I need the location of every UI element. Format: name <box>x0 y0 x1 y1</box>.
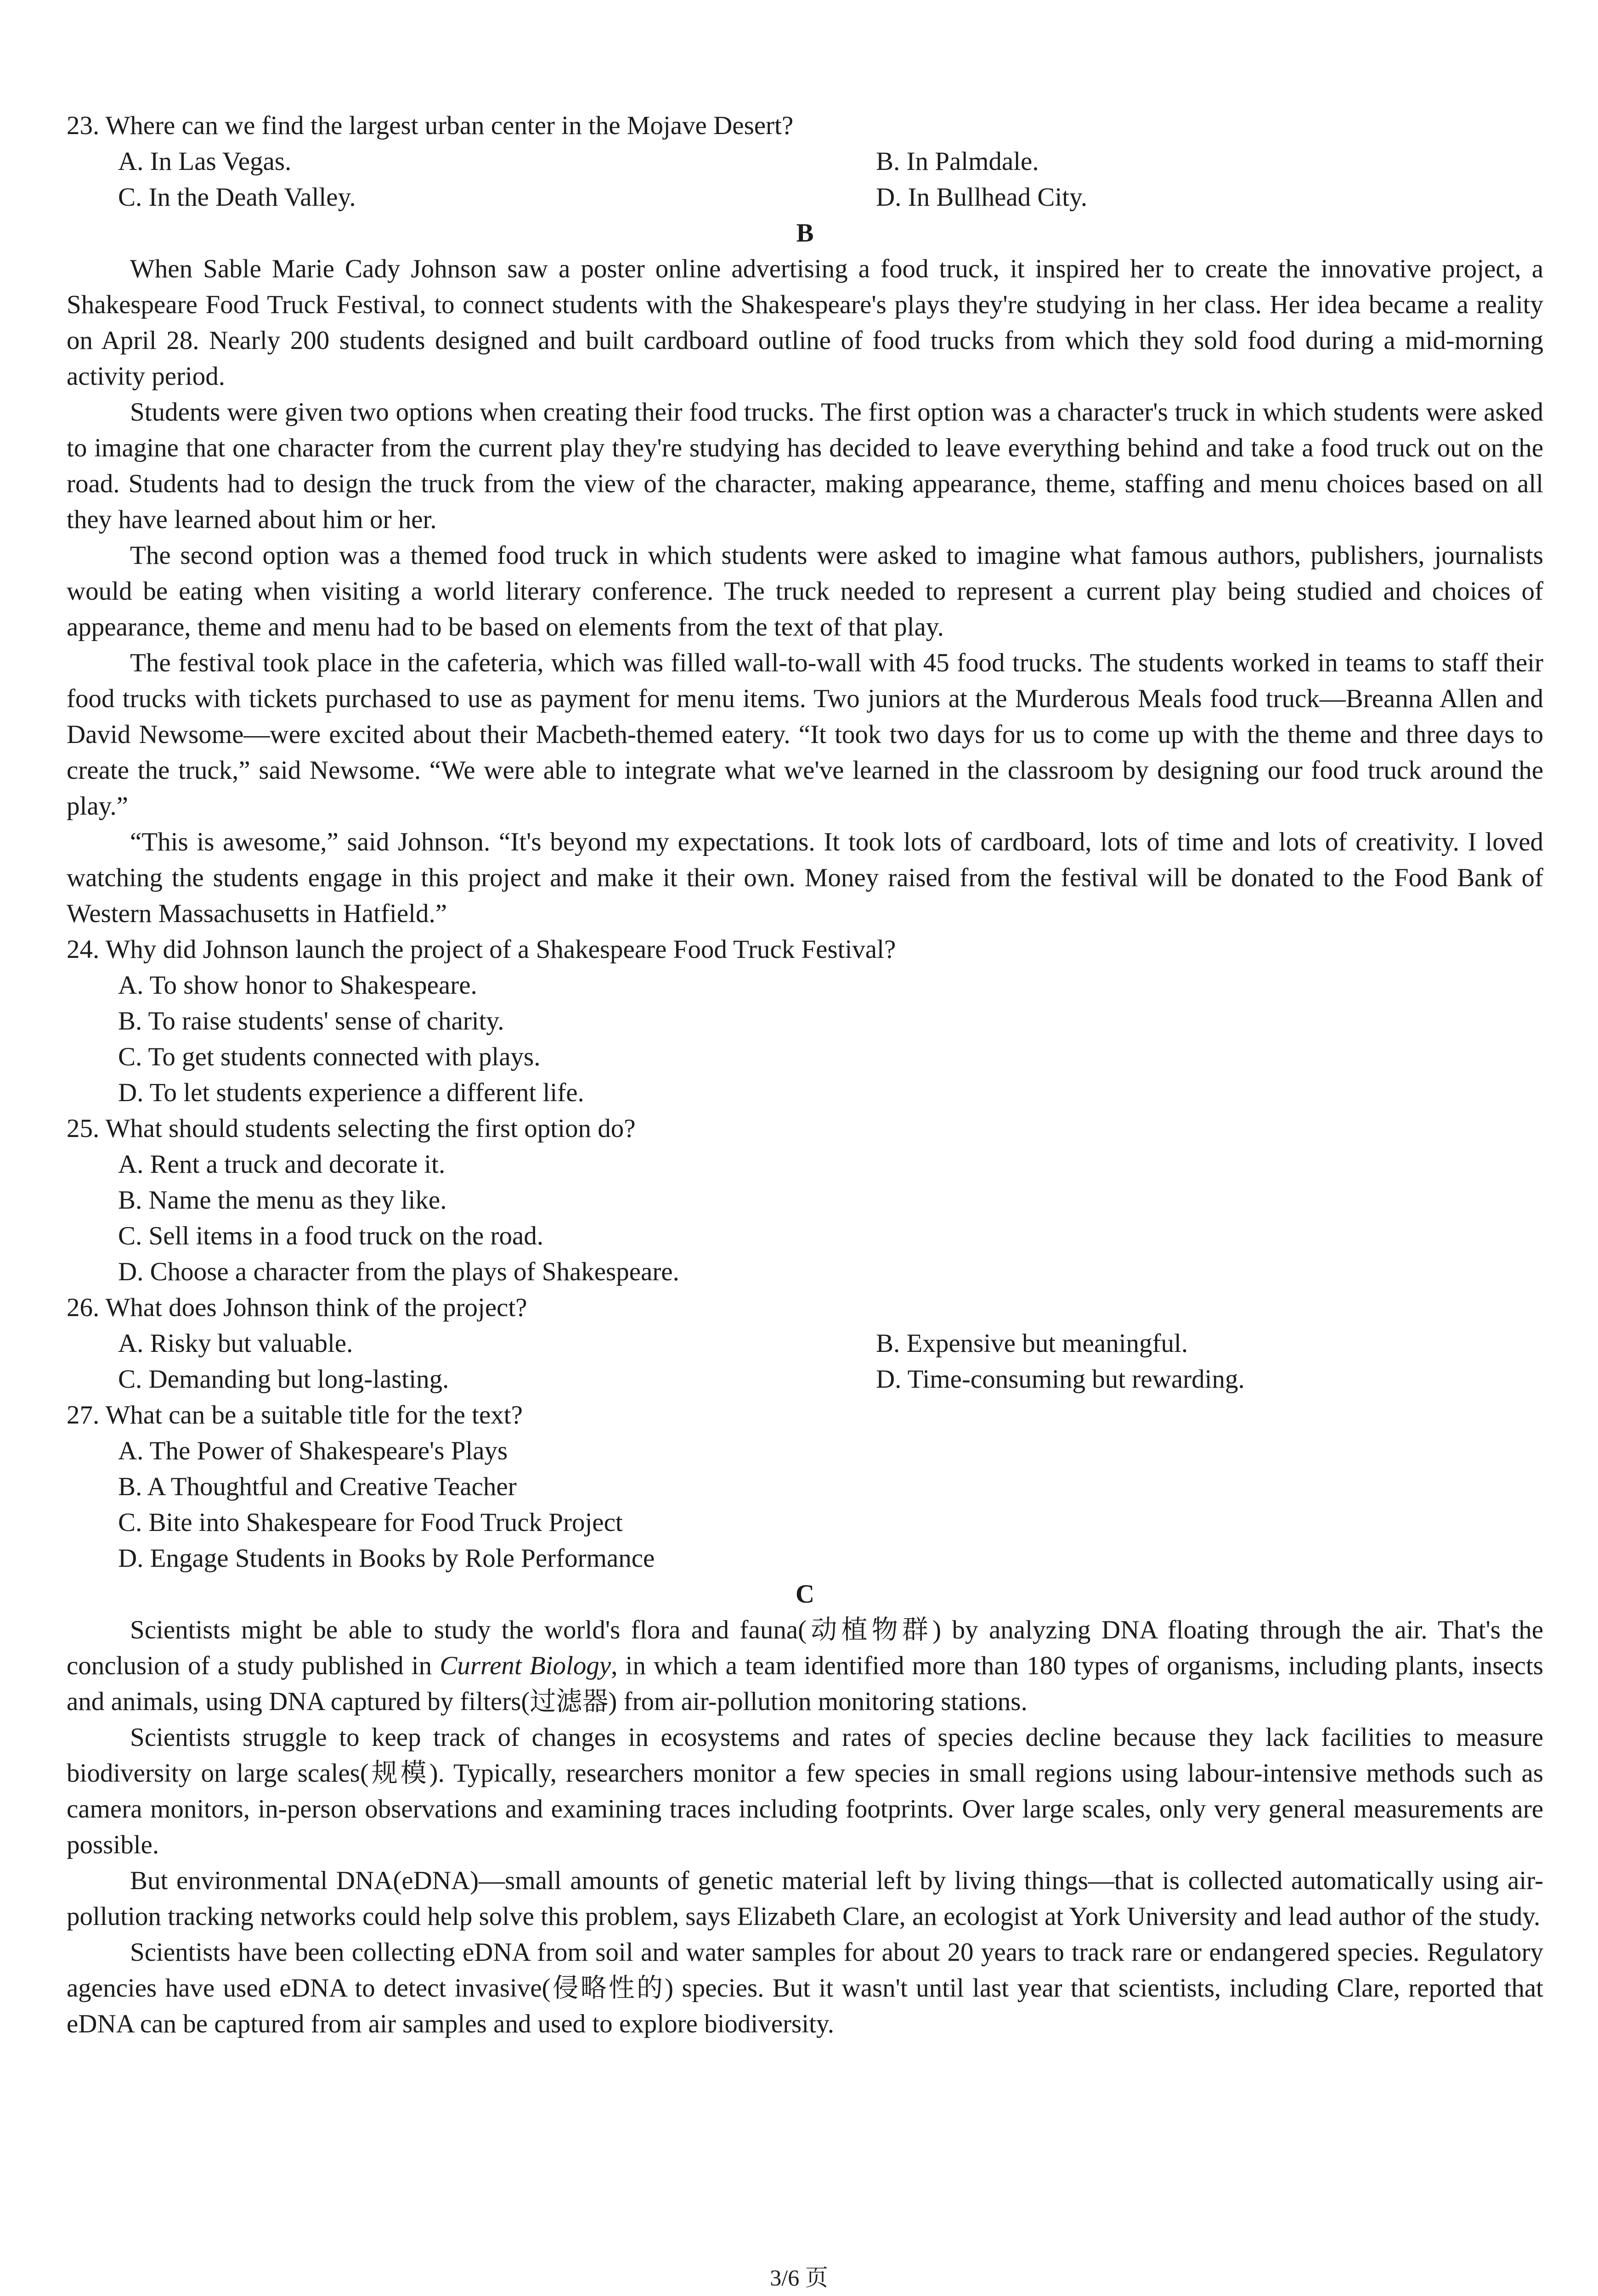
passage-b-paragraph-2: Students were given two options when creating their food trucks. The first option was a character's truck in which students were asked to imagine that one character from the current play they're studying has decided to leave everything behind and take a food truck out on the road. Students had to design the truck from the view of the character, making appearance, theme, staffing and menu choices based on all they have learned about him or her. <box>67 398 1543 534</box>
question-23-option-a[interactable]: A. In Las Vegas. <box>118 147 292 176</box>
passage-b-paragraph-3: The second option was a themed food truck in which students were asked to imagine what famous authors, publishers, journalists would be eating when visiting a world literary conference. The truck needed to represent a current play being studied and choices of appearance, theme and menu had to be based on elements from the text of that play. <box>67 541 1543 642</box>
passage-c-paragraph-1-part-2: , in which a team identified more than 180 types of organisms, including plants, insects and animals, using DNA captured by filters(过滤器) from air-pollution monitoring stations. <box>67 1651 1543 1716</box>
question-24-stem: 24. Why did Johnson launch the project of a Shakespeare Food Truck Festival? <box>67 935 896 964</box>
question-27-stem: 27. What can be a suitable title for the text? <box>67 1401 523 1429</box>
question-26-option-c[interactable]: C. Demanding but long-lasting. <box>118 1365 449 1394</box>
question-25-option-a[interactable]: A. Rent a truck and decorate it. <box>118 1150 446 1179</box>
passage-b-paragraph-5: “This is awesome,” said Johnson. “It's beyond my expectations. It took lots of cardboard, lots of time and lots of creativity. I loved watching the students engage in this project and make it their own. Money raised from the festival will be donated to the Food Bank of Western Massachusetts in Hatfield.” <box>67 827 1543 928</box>
passage-c-paragraph-2: Scientists struggle to keep track of changes in ecosystems and rates of species decline because they lack facilities to measure biodiversity on large scales(规模). Typically, researchers monitor a few species in small regions using labour-intensive methods such as camera monitors, in-person observations and examining traces including footprints. Over large scales, only very general measurements are possible. <box>67 1723 1543 1859</box>
question-26-options-row-1 <box>67 1326 1543 1362</box>
question-27-option-b[interactable]: B. A Thoughtful and Creative Teacher <box>118 1472 517 1501</box>
question-23-stem: 23. Where can we find the largest urban center in the Mojave Desert? <box>67 111 794 140</box>
question-24-option-a[interactable]: A. To show honor to Shakespeare. <box>118 971 477 1000</box>
question-23-options-row-2 <box>67 180 1543 215</box>
question-23-options-row-1 <box>67 144 1543 180</box>
passage-b-paragraph-1: When Sable Marie Cady Johnson saw a poster online advertising a food truck, it inspired her to create the innovative project, a Shakespeare Food Truck Festival, to connect students with the Shakespeare's plays they're studying in her class. Her idea became a reality on April 28. Nearly 200 students designed and built cardboard outline of food trucks from which they sold food during a mid-morning activity period. <box>67 254 1543 391</box>
question-25-option-d[interactable]: D. Choose a character from the plays of Shakespeare. <box>118 1257 679 1286</box>
question-27-option-c[interactable]: C. Bite into Shakespeare for Food Truck Project <box>118 1508 623 1537</box>
passage-c-paragraph-4: Scientists have been collecting eDNA from soil and water samples for about 20 years to track rare or endangered species. Regulatory agencies have used eDNA to detect invasive(侵略性的) species. But it wasn't until last year that scientists, including Clare, reported that eDNA can be captured from air samples and used to explore biodiversity. <box>67 1938 1543 2038</box>
question-26-options-row-2 <box>67 1362 1543 1397</box>
page-number: 3/6 页 <box>770 2265 828 2290</box>
journal-title: Current Biology <box>440 1651 611 1680</box>
question-23-option-d[interactable]: D. In Bullhead City. <box>876 183 1088 212</box>
passage-b-heading: B <box>796 219 814 248</box>
passage-c-paragraph-1 <box>67 1612 1543 1720</box>
question-23-option-c[interactable]: C. In the Death Valley. <box>118 183 356 212</box>
question-24-option-b[interactable]: B. To raise students' sense of charity. <box>118 1007 504 1035</box>
page-content <box>67 108 1543 2042</box>
passage-b-paragraph-4: The festival took place in the cafeteria, which was filled wall-to-wall with 45 food trucks. The students worked in teams to staff their food trucks with tickets purchased to use as payment for menu items. Two juniors at the Murderous Meals food truck—Breanna Allen and David Newsome—were excited about their Macbeth-themed eatery. “It took two days for us to come up with the theme and three days to create the truck,” said Newsome. “We were able to integrate what we've learned in the classroom by designing our food truck around the play.” <box>67 648 1543 821</box>
question-23-option-b[interactable]: B. In Palmdale. <box>876 147 1039 176</box>
question-26-option-a[interactable]: A. Risky but valuable. <box>118 1329 353 1358</box>
question-26-stem: 26. What does Johnson think of the project? <box>67 1293 527 1322</box>
question-26-option-d[interactable]: D. Time-consuming but rewarding. <box>876 1365 1245 1394</box>
question-27-option-a[interactable]: A. The Power of Shakespeare's Plays <box>118 1436 508 1465</box>
question-24-option-c[interactable]: C. To get students connected with plays. <box>118 1042 541 1071</box>
question-25-option-b[interactable]: B. Name the menu as they like. <box>118 1186 447 1215</box>
passage-c-heading: C <box>795 1580 815 1609</box>
question-24-option-d[interactable]: D. To let students experience a different life. <box>118 1078 584 1107</box>
question-25-stem: 25. What should students selecting the first option do? <box>67 1114 636 1143</box>
passage-c-paragraph-3: But environmental DNA(eDNA)—small amounts of genetic material left by living things—that is collected automatically using air-pollution tracking networks could help solve this problem, says Elizabeth Clare, an ecologist at York University and lead author of the study. <box>67 1866 1543 1931</box>
question-27-option-d[interactable]: D. Engage Students in Books by Role Performance <box>118 1544 655 1573</box>
question-26-option-b[interactable]: B. Expensive but meaningful. <box>876 1329 1188 1358</box>
question-25-option-c[interactable]: C. Sell items in a food truck on the road. <box>118 1221 544 1250</box>
passage-c-paragraph-1-part-1: Scientists might be able to study the world's flora and fauna(动植物群) by analyzing DNA floating through the air. That's the conclusion of a study published in <box>67 1615 1543 1680</box>
